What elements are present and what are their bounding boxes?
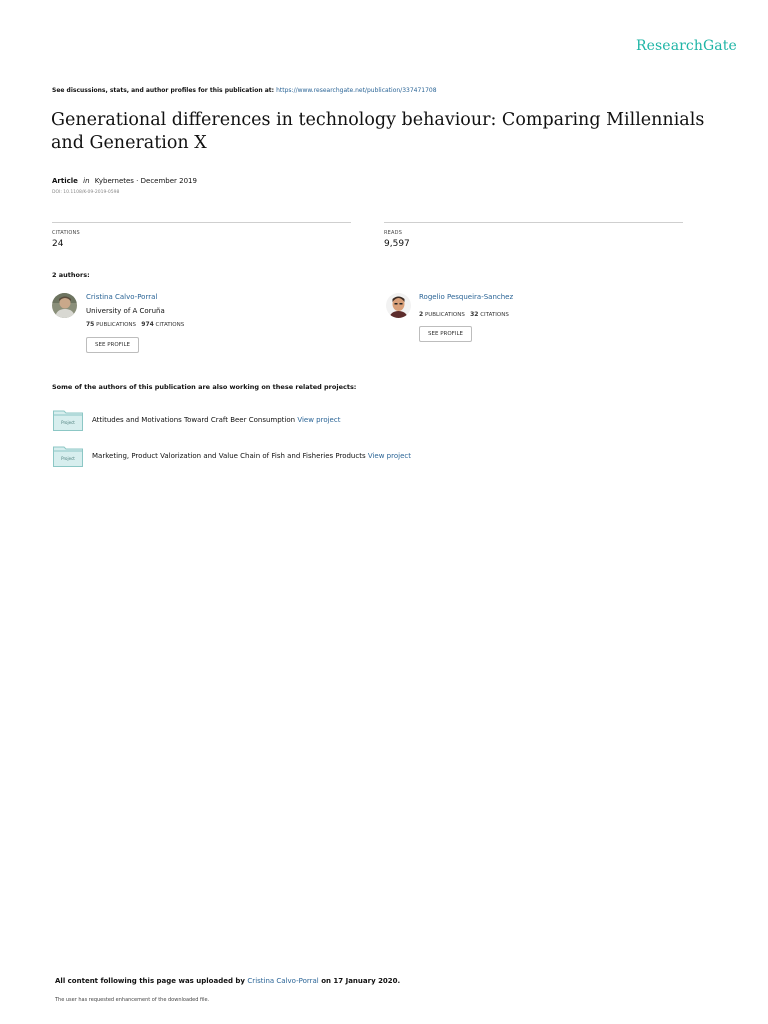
project-icon-label: Project: [61, 456, 75, 461]
upload-prefix: All content following this page was uploaded by: [55, 977, 245, 985]
doi-text: DOI: 10.1108/K-09-2019-0598: [52, 190, 120, 195]
author-2-see-profile-button[interactable]: SEE PROFILE: [419, 326, 472, 342]
project-folder-icon: [53, 445, 83, 467]
publication-url-link[interactable]: https://www.researchgate.net/publication/337471708: [276, 87, 437, 94]
author-2-stats: [419, 311, 509, 318]
reads-divider: [384, 222, 683, 223]
project-1-title: Attitudes and Motivations Toward Craft Beer Consumption: [92, 416, 296, 424]
see-discussions-text: See discussions, stats, and author profiles for this publication at:: [52, 87, 275, 94]
authors-heading: 2 authors:: [52, 271, 90, 279]
author-2-citations-label: CITATIONS: [480, 312, 509, 318]
project-1-row: [92, 416, 340, 424]
author-1-publications-label: PUBLICATIONS: [96, 322, 137, 328]
author-1-see-profile-button[interactable]: SEE PROFILE: [86, 337, 139, 353]
see-discussions-line: [52, 87, 437, 94]
related-projects-heading: Some of the authors of this publication are also working on these related projects:: [52, 383, 357, 391]
citations-label: CITATIONS: [52, 230, 80, 236]
author-1-avatar[interactable]: [52, 293, 77, 318]
project-2-title: Marketing, Product Valorization and Value Chain of Fish and Fisheries Products: [92, 452, 366, 460]
author-2-publications-label: PUBLICATIONS: [424, 312, 465, 318]
reads-label: READS: [384, 230, 403, 236]
upload-note: [55, 977, 400, 985]
publication-meta: [52, 177, 197, 185]
author-1-citations-label: CITATIONS: [155, 322, 185, 328]
author-2-avatar[interactable]: [386, 293, 411, 318]
reads-value: 9,597: [384, 239, 410, 249]
researchgate-logo[interactable]: ResearchGate: [636, 38, 737, 54]
project-icon-label: Project: [61, 420, 75, 425]
author-1-citations-count: 974: [141, 321, 154, 328]
author-1-stats: [86, 321, 184, 328]
project-folder-icon: [53, 409, 83, 431]
citations-value: 24: [52, 239, 64, 249]
publication-type: Article: [52, 177, 78, 185]
author-1-institution: University of A Coruña: [86, 307, 165, 315]
citations-divider: [52, 222, 351, 223]
journal-date: Kybernetes · December 2019: [94, 177, 197, 185]
project-1-view-link[interactable]: View project: [297, 416, 341, 424]
author-2-citations-count: 32: [470, 311, 479, 318]
project-2-view-link[interactable]: View project: [367, 452, 411, 460]
in-word: in: [83, 177, 90, 185]
uploader-link[interactable]: Cristina Calvo-Porral: [247, 977, 319, 985]
publication-title: Generational differences in technology behaviour: Comparing Millennials and Generation X: [51, 110, 705, 153]
author-2-publications-count: 2: [419, 311, 424, 318]
project-2-row: [92, 452, 411, 460]
author-2-name[interactable]: Rogelio Pesqueira-Sanchez: [419, 293, 514, 301]
author-1-publications-count: 75: [86, 321, 95, 328]
enhancement-note: The user has requested enhancement of the downloaded file.: [55, 997, 210, 1003]
upload-suffix: on 17 January 2020.: [321, 977, 401, 985]
author-1-name[interactable]: Cristina Calvo-Porral: [86, 293, 158, 301]
